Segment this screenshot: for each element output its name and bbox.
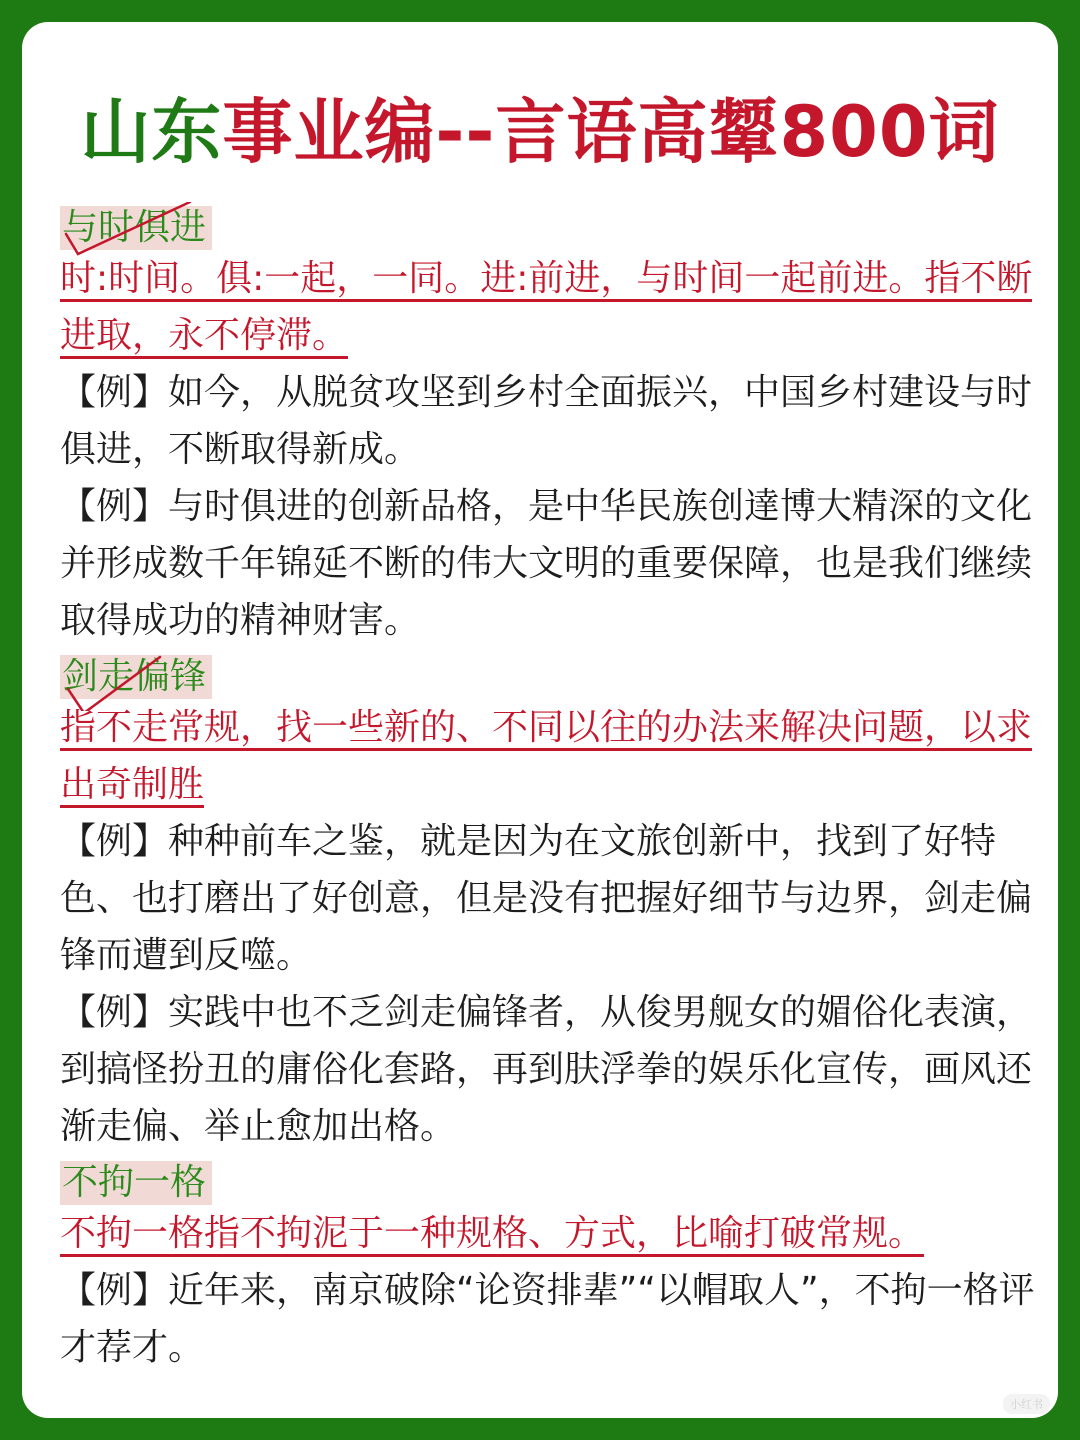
term-heading	[60, 206, 212, 250]
title-subject: 事业编--言语高颦800词	[222, 91, 1000, 173]
term-definition: 指不走常规，找一些新的、不同以往的办法来解决问题，以求出奇制胜	[60, 699, 1035, 813]
term-label: 剑走偏锋	[62, 656, 207, 697]
vocabulary-list	[60, 200, 1035, 1376]
vocab-entry	[60, 649, 1035, 1155]
term-definition: 时:时间。俱:一起，一同。进:前进，与时间一起前进。指不断进取，永不停滞。	[60, 250, 1035, 364]
vocab-entry	[60, 1155, 1035, 1376]
usage-example: 【例】种种前车之鉴，就是因为在文旅创新中，找到了好特色、也打磨出了好创意，但是没有把握好细节与边界，剑走偏锋而遭到反噬。	[60, 821, 1033, 976]
page-title	[22, 84, 1058, 180]
usage-example: 【例】与时俱进的创新品格，是中华民族创達博大精深的文化并形成数千年锦延不断的伟大文明的重要保障，也是我们继续取得成功的精神财害。	[60, 486, 1033, 641]
watermark-badge: 小红书	[1003, 1394, 1050, 1414]
note-card	[22, 22, 1058, 1418]
term-heading	[60, 1161, 212, 1205]
title-region: 山东	[80, 91, 223, 173]
usage-example: 【例】近年来，南京破除“论资排辈”“以帽取人”，不拘一格评才荐才。	[60, 1270, 1035, 1368]
usage-example: 【例】实践中也不乏剑走偏锋者，从俊男舰女的媚俗化表演，到搞怪扮丑的庸俗化套路，再到肤浮拳的娱乐化宣传，画风还渐走偏、举止愈加出格。	[60, 992, 1033, 1147]
term-label: 与时俱进	[62, 207, 207, 248]
usage-example: 【例】如今，从脱贫攻坚到乡村全面振兴，中国乡村建设与时俱进，不断取得新成。	[60, 372, 1033, 470]
term-heading	[60, 655, 212, 699]
vocab-entry	[60, 200, 1035, 649]
term-label: 不拘一格	[62, 1162, 207, 1203]
term-definition: 不拘一格指不拘泥于一种规格、方式，比喻打破常规。	[60, 1205, 1035, 1262]
